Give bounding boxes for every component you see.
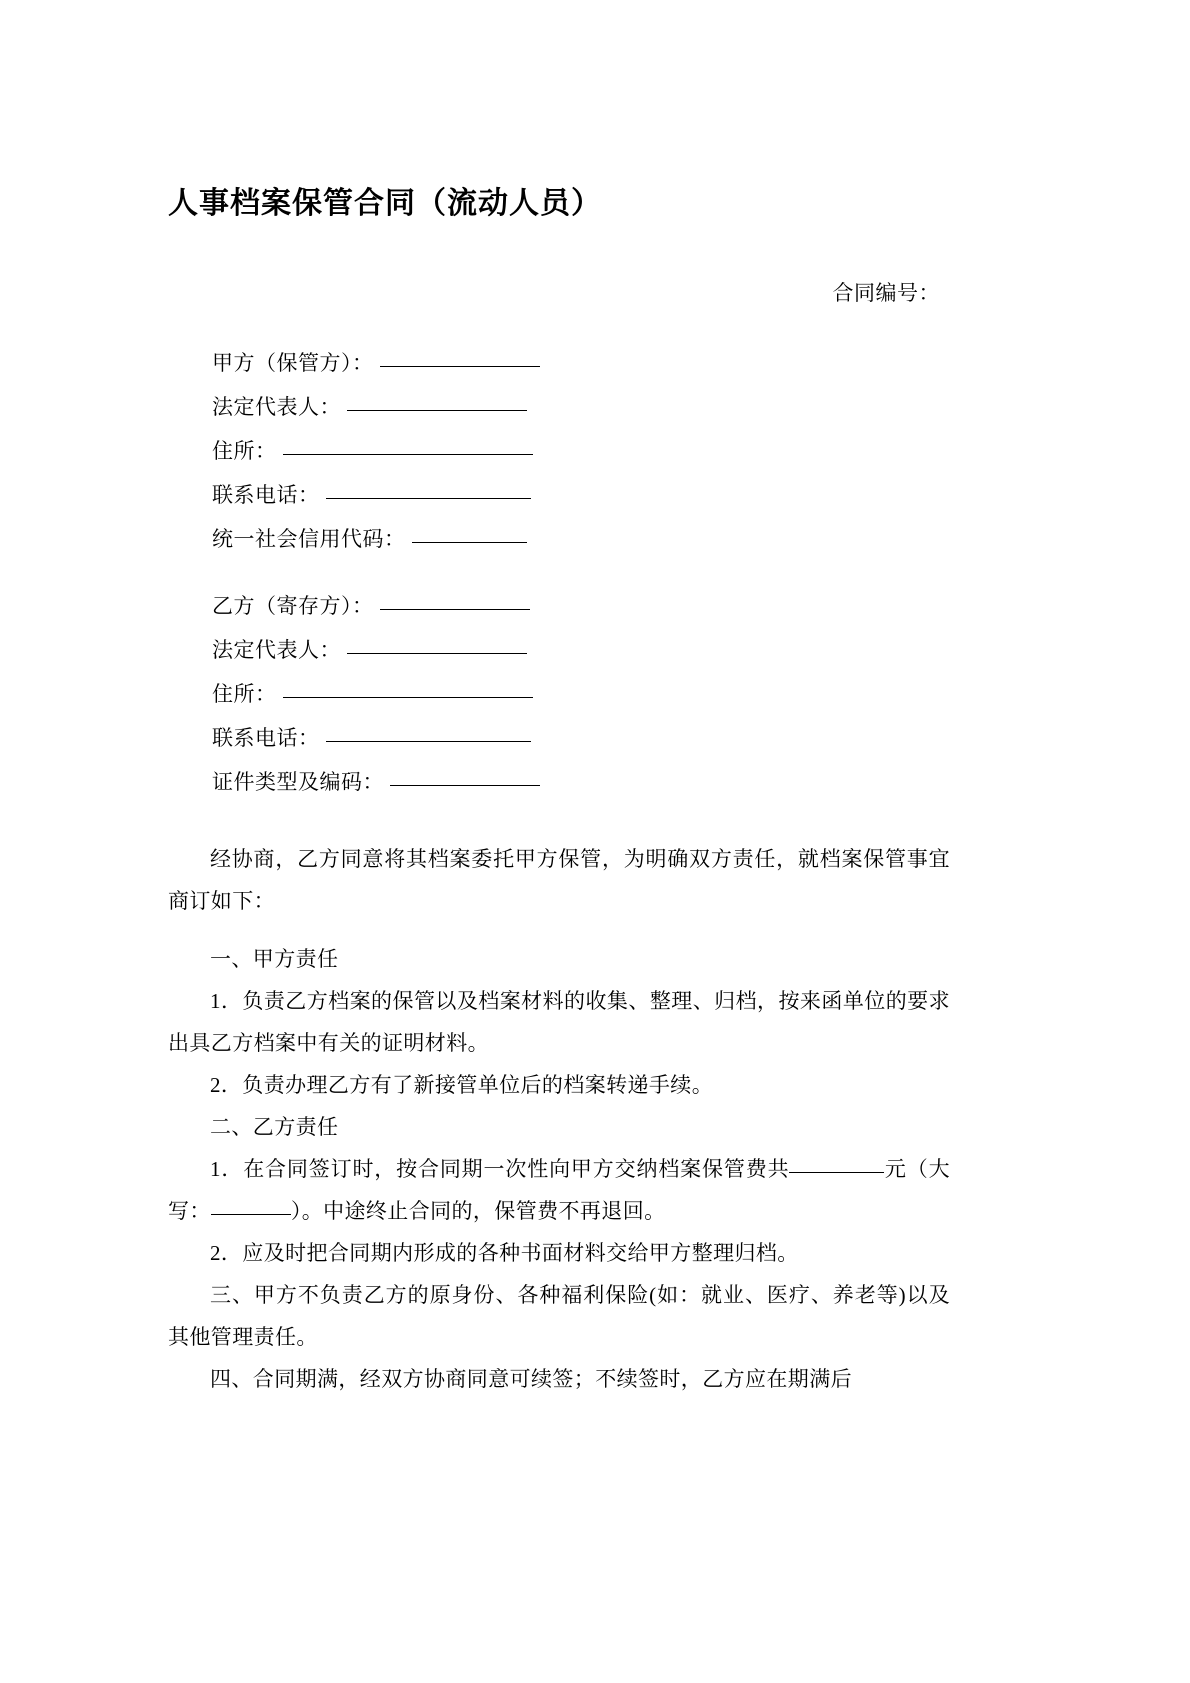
field-row-party-b-legal-rep (212, 634, 540, 678)
field-row-party-a-name (212, 347, 540, 391)
clause-2-2: 2．应及时把合同期内形成的各种书面材料交给甲方整理归档。 (210, 1241, 799, 1265)
field-label: 法定代表人： (212, 638, 341, 662)
field-row-party-b-name (212, 590, 540, 634)
party-a-block (212, 347, 540, 567)
clause-2-1-text-c: （大写： (168, 1157, 950, 1223)
fill-in-blank[interactable] (347, 652, 527, 654)
clause-1-2: 2．负责办理乙方有了新接管单位后的档案转递手续。 (210, 1073, 714, 1097)
section-three: 三、甲方不负责乙方的原身份、各种福利保险(如：就业、医疗、养老等)以及其他管理责任。 (168, 1283, 950, 1349)
clause-2-1-text-d: ）。中途终止合同的，保管费不再退回。 (290, 1199, 666, 1223)
field-label: 乙方（寄存方）： (212, 594, 374, 618)
field-row-party-a-legal-rep (212, 391, 540, 435)
clause-1-1: 1．负责乙方档案的保管以及档案材料的收集、整理、归档，按来函单位的要求出具乙方档案中有关的证明材料。 (168, 989, 950, 1055)
clause-2-1 (168, 1148, 950, 1232)
clause-2-1-container (168, 1148, 950, 1232)
field-label: 法定代表人： (212, 395, 341, 419)
field-row-party-a-address (212, 435, 540, 479)
page-title: 人事档案保管合同（流动人员） (168, 186, 602, 221)
intro-paragraph: 经协商，乙方同意将其档案委托甲方保管，为明确双方责任，就档案保管事宜商订如下： (168, 847, 950, 913)
field-label: 统一社会信用代码： (212, 527, 406, 551)
field-row-party-b-address (212, 678, 540, 722)
field-row-party-b-id-type (212, 766, 540, 810)
field-label: 联系电话： (212, 726, 320, 750)
field-row-party-b-phone (212, 722, 540, 766)
section-one-container (168, 938, 950, 1148)
field-row-party-a-phone (212, 479, 540, 523)
field-label: 住所： (212, 682, 277, 706)
fill-in-blank[interactable] (412, 541, 527, 543)
fill-in-blank[interactable] (390, 784, 540, 786)
fill-in-blank[interactable] (380, 365, 540, 367)
field-label: 住所： (212, 439, 277, 463)
fill-in-blank[interactable] (380, 608, 530, 610)
fee-amount-words-blank[interactable] (211, 1214, 291, 1215)
intro-paragraph-container (168, 838, 950, 922)
fill-in-blank[interactable] (347, 409, 527, 411)
fill-in-blank[interactable] (283, 453, 533, 455)
clause-2-1-text-b: 元 (884, 1157, 907, 1181)
field-label: 证件类型及编码： (212, 770, 384, 794)
section-two-heading: 二、乙方责任 (210, 1115, 339, 1139)
remaining-clauses-container (168, 1232, 950, 1400)
fill-in-blank[interactable] (283, 696, 533, 698)
fill-in-blank[interactable] (326, 497, 531, 499)
field-row-party-a-credit-code (212, 523, 540, 567)
section-one-heading: 一、甲方责任 (210, 947, 339, 971)
section-four: 四、合同期满，经双方协商同意可续签；不续签时，乙方应在期满后 (210, 1367, 852, 1391)
contract-number-label: 合同编号： (832, 281, 940, 305)
fill-in-blank[interactable] (326, 740, 531, 742)
fee-amount-blank[interactable] (789, 1172, 884, 1173)
party-b-block (212, 590, 540, 810)
field-label: 联系电话： (212, 483, 320, 507)
field-label: 甲方（保管方）： (212, 351, 374, 375)
clause-2-1-text-a: 1．在合同签订时，按合同期一次性向甲方交纳档案保管费共 (210, 1157, 790, 1181)
